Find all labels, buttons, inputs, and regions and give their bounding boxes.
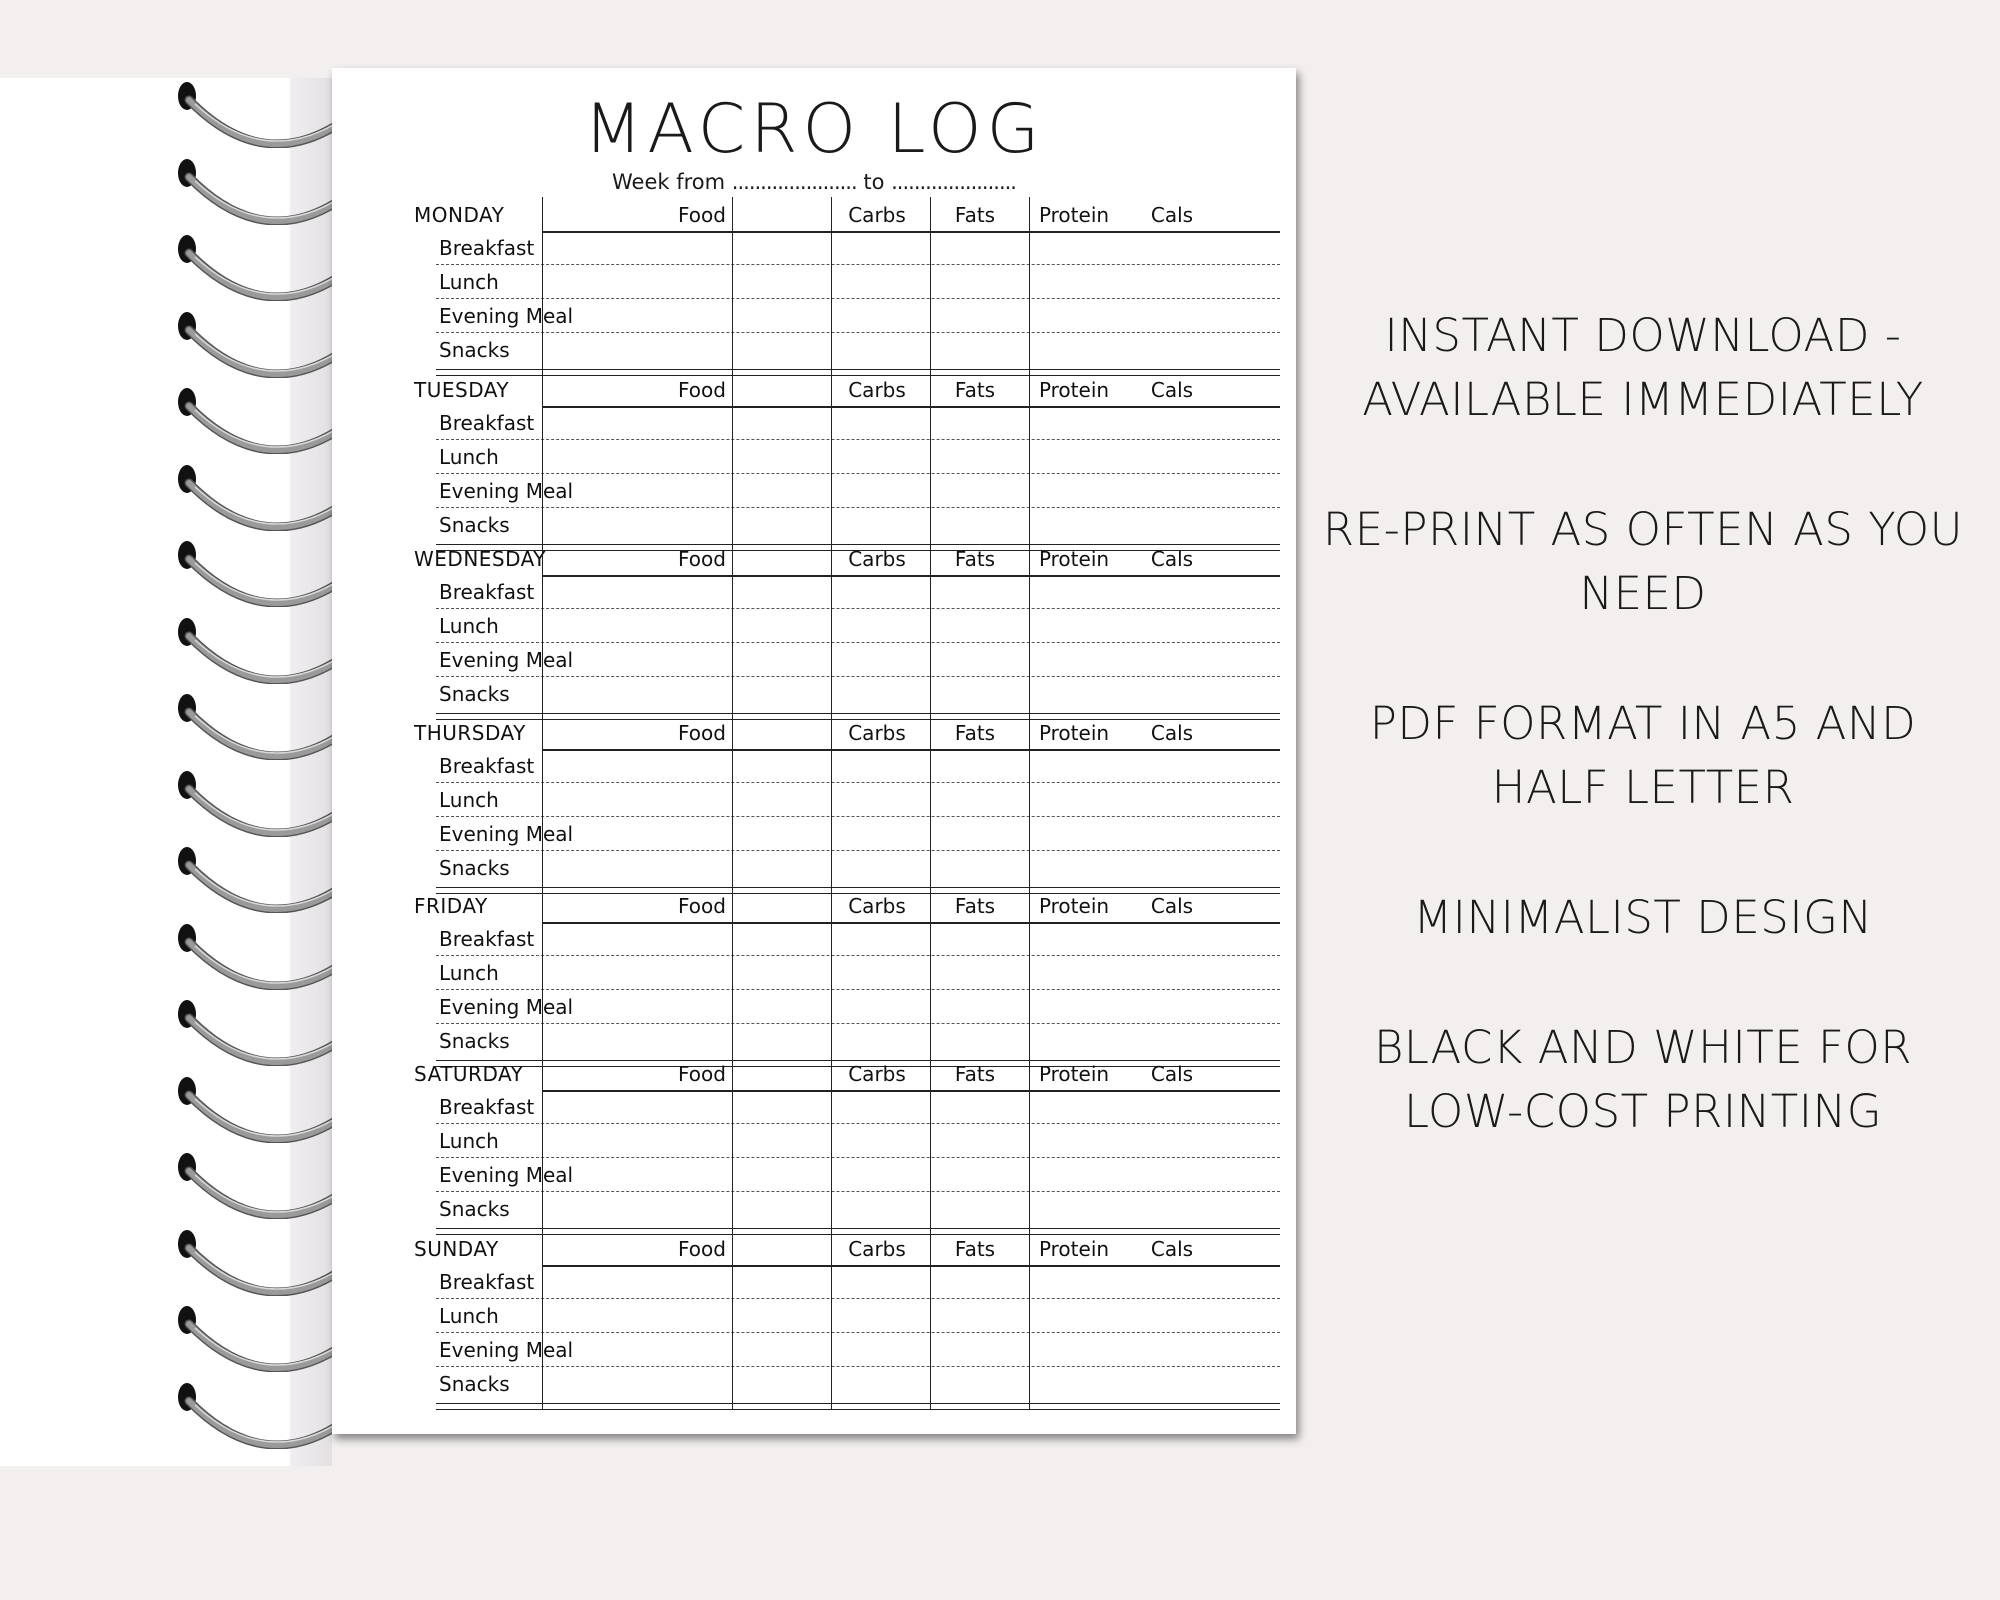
column-divider xyxy=(542,715,543,893)
meal-row[interactable] xyxy=(420,1266,1280,1299)
meal-label: Breakfast xyxy=(439,1095,535,1119)
column-header-carbs: Carbs xyxy=(848,203,906,227)
week-start-blank: ...................... xyxy=(731,170,857,194)
column-divider xyxy=(1029,541,1030,719)
feature-list xyxy=(1318,304,1968,1210)
meal-row[interactable] xyxy=(420,957,1280,990)
row-divider xyxy=(436,1023,1280,1024)
column-header-fats: Fats xyxy=(954,1237,996,1261)
day-name: MONDAY xyxy=(414,203,505,227)
day-header xyxy=(414,1235,1280,1265)
meal-label: Breakfast xyxy=(439,1270,535,1294)
column-divider xyxy=(930,888,931,1066)
meal-label: Lunch xyxy=(439,270,499,294)
row-divider xyxy=(436,782,1280,783)
meal-row[interactable] xyxy=(420,232,1280,265)
meal-row[interactable] xyxy=(420,678,1280,711)
feature-item: MINIMALIST DESIGN xyxy=(1413,891,1873,944)
row-divider xyxy=(436,989,1280,990)
column-divider xyxy=(732,372,733,550)
column-header-carbs: Carbs xyxy=(848,721,906,745)
meal-row[interactable] xyxy=(420,610,1280,643)
column-divider xyxy=(831,715,832,893)
column-header-protein: Protein xyxy=(1038,721,1110,745)
column-header-fats: Fats xyxy=(954,203,996,227)
column-divider xyxy=(732,1056,733,1234)
day-header xyxy=(414,545,1280,575)
column-header-fats: Fats xyxy=(954,1062,996,1086)
meal-row[interactable] xyxy=(420,750,1280,783)
column-divider xyxy=(930,197,931,375)
column-header-carbs: Carbs xyxy=(848,1237,906,1261)
row-divider xyxy=(436,1298,1280,1299)
row-divider xyxy=(436,955,1280,956)
column-header-fats: Fats xyxy=(954,721,996,745)
meal-label: Evening Meal xyxy=(439,822,574,846)
column-divider xyxy=(930,715,931,893)
meal-label: Snacks xyxy=(439,513,510,537)
day-name: WEDNESDAY xyxy=(414,547,546,571)
meal-row[interactable] xyxy=(420,1091,1280,1124)
row-divider xyxy=(436,1157,1280,1158)
column-header-protein: Protein xyxy=(1038,547,1110,571)
meal-label: Lunch xyxy=(439,961,499,985)
column-divider xyxy=(542,1231,543,1409)
column-divider xyxy=(542,1056,543,1234)
meal-label: Breakfast xyxy=(439,580,535,604)
column-divider xyxy=(542,372,543,550)
day-name: SATURDAY xyxy=(414,1062,524,1086)
column-divider xyxy=(1029,1231,1030,1409)
column-divider xyxy=(732,197,733,375)
row-divider xyxy=(436,264,1280,265)
column-divider xyxy=(732,1231,733,1409)
meal-label: Snacks xyxy=(439,856,510,880)
column-divider xyxy=(831,372,832,550)
week-range-line xyxy=(332,170,1296,194)
week-end-blank: ...................... xyxy=(891,170,1016,194)
column-header-cals: Cals xyxy=(1150,203,1194,227)
day-section-wednesday xyxy=(414,545,1280,717)
meal-row[interactable] xyxy=(420,1193,1280,1226)
row-divider xyxy=(436,608,1280,609)
column-divider xyxy=(831,1231,832,1409)
meal-label: Breakfast xyxy=(439,236,535,260)
day-header xyxy=(414,201,1280,231)
column-divider xyxy=(1029,888,1030,1066)
column-header-food: Food xyxy=(678,547,726,571)
column-header-food: Food xyxy=(678,1062,726,1086)
row-divider xyxy=(436,298,1280,299)
row-divider xyxy=(436,439,1280,440)
day-header xyxy=(414,719,1280,749)
column-divider xyxy=(831,541,832,719)
column-header-food: Food xyxy=(678,721,726,745)
meal-label: Snacks xyxy=(439,1372,510,1396)
column-header-cals: Cals xyxy=(1150,1237,1194,1261)
meal-label: Evening Meal xyxy=(439,1163,574,1187)
column-header-cals: Cals xyxy=(1150,547,1194,571)
meal-label: Lunch xyxy=(439,614,499,638)
day-end-rule xyxy=(436,1403,1280,1410)
meal-row[interactable] xyxy=(420,784,1280,817)
meal-row[interactable] xyxy=(420,1334,1280,1367)
column-divider xyxy=(732,888,733,1066)
meal-row[interactable] xyxy=(420,818,1280,851)
column-header-cals: Cals xyxy=(1150,721,1194,745)
meal-label: Lunch xyxy=(439,1304,499,1328)
column-divider xyxy=(732,541,733,719)
day-section-sunday xyxy=(414,1235,1280,1407)
meal-row[interactable] xyxy=(420,475,1280,508)
column-divider xyxy=(1029,1056,1030,1234)
meal-row[interactable] xyxy=(420,334,1280,367)
column-header-fats: Fats xyxy=(954,378,996,402)
meal-row[interactable] xyxy=(420,266,1280,299)
meal-row[interactable] xyxy=(420,991,1280,1024)
day-section-thursday xyxy=(414,719,1280,891)
day-section-saturday xyxy=(414,1060,1280,1232)
meal-label: Lunch xyxy=(439,788,499,812)
column-divider xyxy=(542,197,543,375)
row-divider xyxy=(436,642,1280,643)
meal-row[interactable] xyxy=(420,1025,1280,1058)
column-header-carbs: Carbs xyxy=(848,894,906,918)
day-header xyxy=(414,892,1280,922)
page-title: MACRO LOG xyxy=(583,90,1045,169)
column-divider xyxy=(1029,197,1030,375)
meal-row[interactable] xyxy=(420,1368,1280,1401)
row-divider xyxy=(436,850,1280,851)
day-name: TUESDAY xyxy=(414,378,510,402)
meal-label: Lunch xyxy=(439,445,499,469)
day-section-monday xyxy=(414,201,1280,373)
meal-row[interactable] xyxy=(420,852,1280,885)
meal-label: Lunch xyxy=(439,1129,499,1153)
meal-label: Breakfast xyxy=(439,411,535,435)
column-divider xyxy=(1029,372,1030,550)
meal-label: Evening Meal xyxy=(439,995,574,1019)
planner-page xyxy=(332,68,1296,1434)
column-divider xyxy=(542,541,543,719)
feature-item: PDF FORMAT IN A5 AND HALF LETTER xyxy=(1369,697,1917,814)
meal-label: Snacks xyxy=(439,338,510,362)
meal-label: Evening Meal xyxy=(439,648,574,672)
week-to-label: to xyxy=(863,170,885,194)
column-header-protein: Protein xyxy=(1038,203,1110,227)
day-end-rule xyxy=(436,369,1280,376)
feature-item: BLACK AND WHITE FOR LOW-COST PRINTING xyxy=(1373,1021,1913,1138)
row-divider xyxy=(436,1123,1280,1124)
column-divider xyxy=(831,197,832,375)
column-divider xyxy=(732,715,733,893)
meal-row[interactable] xyxy=(420,407,1280,440)
row-divider xyxy=(436,676,1280,677)
row-divider xyxy=(436,332,1280,333)
column-divider xyxy=(930,1231,931,1409)
column-divider xyxy=(542,888,543,1066)
column-header-food: Food xyxy=(678,203,726,227)
column-header-protein: Protein xyxy=(1038,1062,1110,1086)
meal-label: Snacks xyxy=(439,1197,510,1221)
column-header-cals: Cals xyxy=(1150,378,1194,402)
column-divider xyxy=(1029,715,1030,893)
meal-row[interactable] xyxy=(420,923,1280,956)
column-divider xyxy=(930,541,931,719)
column-header-fats: Fats xyxy=(954,547,996,571)
meal-row[interactable] xyxy=(420,1159,1280,1192)
meal-label: Evening Meal xyxy=(439,304,574,328)
column-divider xyxy=(930,372,931,550)
column-header-food: Food xyxy=(678,1237,726,1261)
meal-label: Breakfast xyxy=(439,754,535,778)
meal-label: Snacks xyxy=(439,1029,510,1053)
column-header-carbs: Carbs xyxy=(848,547,906,571)
day-name: SUNDAY xyxy=(414,1237,499,1261)
row-divider xyxy=(436,1191,1280,1192)
day-end-rule xyxy=(436,1228,1280,1235)
column-divider xyxy=(930,1056,931,1234)
column-divider xyxy=(831,888,832,1066)
meal-row[interactable] xyxy=(420,509,1280,542)
column-header-protein: Protein xyxy=(1038,378,1110,402)
feature-item: INSTANT DOWNLOAD - AVAILABLE IMMEDIATELY xyxy=(1362,309,1924,426)
meal-row[interactable] xyxy=(420,441,1280,474)
row-divider xyxy=(436,507,1280,508)
column-header-food: Food xyxy=(678,378,726,402)
meal-row[interactable] xyxy=(420,644,1280,677)
column-header-protein: Protein xyxy=(1038,1237,1110,1261)
day-section-tuesday xyxy=(414,376,1280,548)
day-name: FRIDAY xyxy=(414,894,488,918)
column-divider xyxy=(831,1056,832,1234)
day-section-friday xyxy=(414,892,1280,1064)
meal-row[interactable] xyxy=(420,300,1280,333)
meal-row[interactable] xyxy=(420,1125,1280,1158)
row-divider xyxy=(436,1332,1280,1333)
meal-row[interactable] xyxy=(420,1300,1280,1333)
meal-row[interactable] xyxy=(420,576,1280,609)
column-header-fats: Fats xyxy=(954,894,996,918)
week-from-label: Week from xyxy=(612,170,726,194)
column-header-cals: Cals xyxy=(1150,1062,1194,1086)
meal-label: Evening Meal xyxy=(439,479,574,503)
day-name: THURSDAY xyxy=(414,721,526,745)
column-header-food: Food xyxy=(678,894,726,918)
column-header-cals: Cals xyxy=(1150,894,1194,918)
meal-label: Snacks xyxy=(439,682,510,706)
row-divider xyxy=(436,1366,1280,1367)
column-header-carbs: Carbs xyxy=(848,378,906,402)
meal-label: Evening Meal xyxy=(439,1338,574,1362)
row-divider xyxy=(436,473,1280,474)
column-header-carbs: Carbs xyxy=(848,1062,906,1086)
row-divider xyxy=(436,816,1280,817)
day-header xyxy=(414,376,1280,406)
meal-label: Breakfast xyxy=(439,927,535,951)
feature-item: RE-PRINT AS OFTEN AS YOU NEED xyxy=(1322,503,1964,620)
column-header-protein: Protein xyxy=(1038,894,1110,918)
day-header xyxy=(414,1060,1280,1090)
